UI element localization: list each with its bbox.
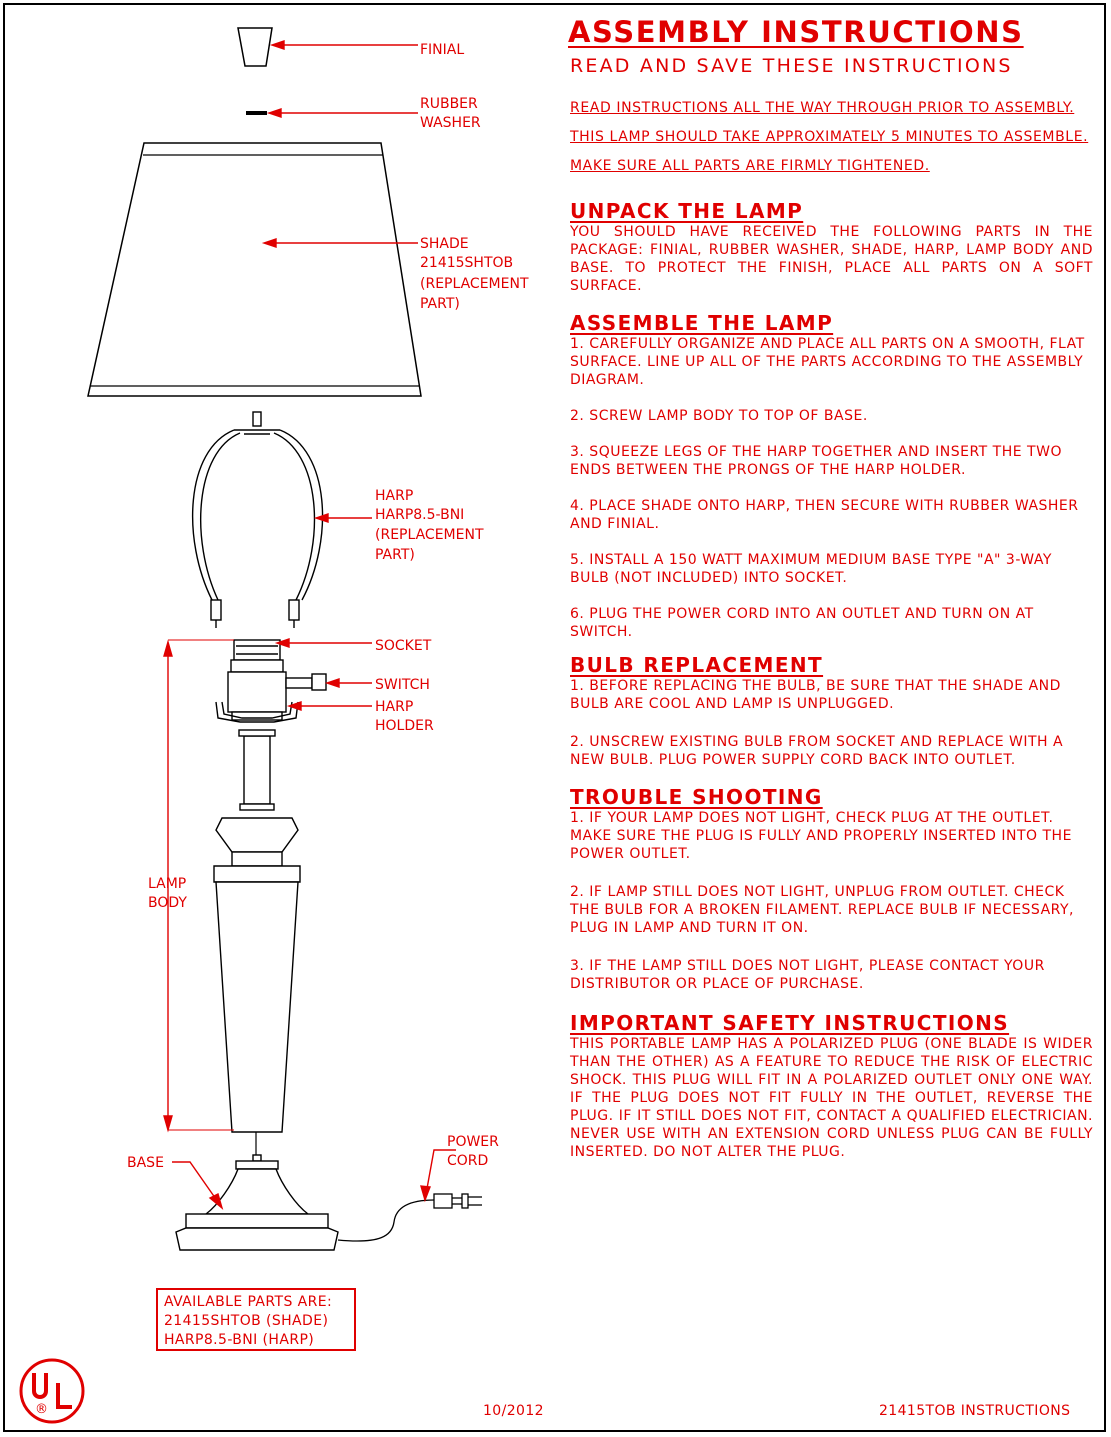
label-socket: SOCKET <box>375 638 432 654</box>
label-holder-1: HARP <box>375 699 414 715</box>
socket-part <box>228 640 286 720</box>
assemble-step-5: 5. INSTALL A 150 WATT MAXIMUM MEDIUM BASE TYPE "A" 3-WAY BULB (NOT INCLUDED) INTO SOCKET. <box>570 552 1052 586</box>
page-subtitle: READ AND SAVE THESE INSTRUCTIONS <box>570 55 1013 77</box>
label-harp-4: PART) <box>375 547 415 563</box>
bulb-step-2: 2. UNSCREW EXISTING BULB FROM SOCKET AND REPLACE WITH A NEW BULB. PLUG POWER SUPPLY CORD BACK INTO OUTLET. <box>570 734 1064 768</box>
label-washer-2: WASHER <box>420 115 481 131</box>
assemble-step-4: 4. PLACE SHADE ONTO HARP, THEN SECURE WITH RUBBER WASHER AND FINIAL. <box>570 498 1079 532</box>
assemble-step-1: 1. CAREFULLY ORGANIZE AND PLACE ALL PARTS ON A SMOOTH, FLAT SURFACE. LINE UP ALL OF THE PARTS ACCORDING TO THE ASSEMBLY DIAGRAM. <box>570 336 1085 388</box>
finial-part <box>238 28 272 66</box>
trouble-step-1: 1. IF YOUR LAMP DOES NOT LIGHT, CHECK PLUG AT THE OUTLET. MAKE SURE THE PLUG IS FULLY AND PROPERLY INSERTED INTO THE POWER OUTLET. <box>570 810 1072 862</box>
label-shade-4: PART) <box>420 296 460 312</box>
label-cord-2: CORD <box>447 1153 489 1169</box>
label-finial: FINIAL <box>420 42 465 58</box>
heading-unpack: UNPACK THE LAMP <box>570 199 804 223</box>
label-shade-2: 21415SHTOB <box>420 255 514 271</box>
assemble-step-6: 6. PLUG THE POWER CORD INTO AN OUTLET AND TURN ON AT SWITCH. <box>570 606 1034 640</box>
label-base: BASE <box>127 1155 164 1171</box>
note-read-first: READ INSTRUCTIONS ALL THE WAY THROUGH PRIOR TO ASSEMBLY. <box>570 100 1075 116</box>
label-washer-1: RUBBER <box>420 96 478 112</box>
base-part <box>176 1155 338 1250</box>
rubber-washer-part <box>246 111 267 115</box>
parts-line-3: HARP8.5-BNI (HARP) <box>164 1332 315 1348</box>
label-body-2: BODY <box>148 895 187 911</box>
heading-safety: IMPORTANT SAFETY INSTRUCTIONS <box>570 1011 1010 1035</box>
safety-text: THIS PORTABLE LAMP HAS A POLARIZED PLUG (ONE BLADE IS WIDER THAN THE OTHER) AS A FEATURE TO REDUCE THE RISK OF ELECTRIC SHOCK. THIS PLUG WILL FIT IN A POLARIZED OUTLET ONLY ONE WAY. IF THE PLUG DOES NOT FIT FULLY IN THE OUTLET, REVERSE THE PLUG. IF IT STILL DOES NOT FIT, CONTACT A QUALIFIED ELECTRICIAN. NEVER USE WITH AN EXTENSION CORD UNLESS PLUG CAN BE FULLY INSERTED. DO NOT ALTER THE PLUG. <box>570 1036 1093 1160</box>
parts-line-1: AVAILABLE PARTS ARE: <box>164 1294 333 1310</box>
footer-date: 10/2012 <box>483 1403 544 1419</box>
heading-trouble: TROUBLE SHOOTING <box>570 785 823 809</box>
assemble-step-2: 2. SCREW LAMP BODY TO TOP OF BASE. <box>570 408 868 424</box>
parts-line-2: 21415SHTOB (SHADE) <box>164 1313 329 1329</box>
label-harp-1: HARP <box>375 488 414 504</box>
ul-certification-logo <box>18 1357 86 1425</box>
heading-bulb: BULB REPLACEMENT <box>570 653 824 677</box>
lamp-body-part <box>214 730 300 1158</box>
label-holder-2: HOLDER <box>375 718 434 734</box>
harp-part <box>193 412 323 628</box>
label-body-1: LAMP <box>148 876 187 892</box>
label-switch: SWITCH <box>375 677 430 693</box>
shade-part <box>88 143 421 396</box>
footer-doc-id: 21415TOB INSTRUCTIONS <box>879 1403 1071 1419</box>
switch-part <box>286 674 326 690</box>
trouble-step-3: 3. IF THE LAMP STILL DOES NOT LIGHT, PLEASE CONTACT YOUR DISTRIBUTOR OR PLACE OF PURCHASE. <box>570 958 1045 992</box>
bulb-step-1: 1. BEFORE REPLACING THE BULB, BE SURE THAT THE SHADE AND BULB ARE COOL AND LAMP IS UNPLUGGED. <box>570 678 1061 712</box>
ul-registered-mark: ® <box>35 1402 48 1417</box>
label-shade-1: SHADE <box>420 236 469 252</box>
unpack-text: YOU SHOULD HAVE RECEIVED THE FOLLOWING PARTS IN THE PACKAGE: FINIAL, RUBBER WASHER, SHADE, HARP, LAMP BODY AND BASE. TO PROTECT THE FINISH, PLACE ALL PARTS ON A SOFT SURFACE. <box>570 224 1093 294</box>
trouble-step-2: 2. IF LAMP STILL DOES NOT LIGHT, UNPLUG FROM OUTLET. CHECK THE BULB FOR A BROKEN FILAMENT. REPLACE BULB IF NECESSARY, PLUG IN LAMP AND TURN IT ON. <box>570 884 1074 936</box>
assemble-step-3: 3. SQUEEZE LEGS OF THE HARP TOGETHER AND INSERT THE TWO ENDS BETWEEN THE PRONGS OF THE HARP HOLDER. <box>570 444 1062 478</box>
note-tighten: MAKE SURE ALL PARTS ARE FIRMLY TIGHTENED. <box>570 158 930 174</box>
instructions-column <box>568 14 1093 1161</box>
note-duration: THIS LAMP SHOULD TAKE APPROXIMATELY 5 MINUTES TO ASSEMBLE. <box>570 129 1089 145</box>
heading-assemble: ASSEMBLE THE LAMP <box>570 311 834 335</box>
label-cord-1: POWER <box>447 1134 499 1150</box>
available-parts-box <box>156 1288 356 1351</box>
label-harp-3: (REPLACEMENT <box>375 527 484 543</box>
label-harp-2: HARP8.5-BNI <box>375 507 465 523</box>
label-shade-3: (REPLACEMENT <box>420 276 529 292</box>
power-cord-part <box>338 1194 482 1241</box>
page-title: ASSEMBLY INSTRUCTIONS <box>568 15 1024 49</box>
